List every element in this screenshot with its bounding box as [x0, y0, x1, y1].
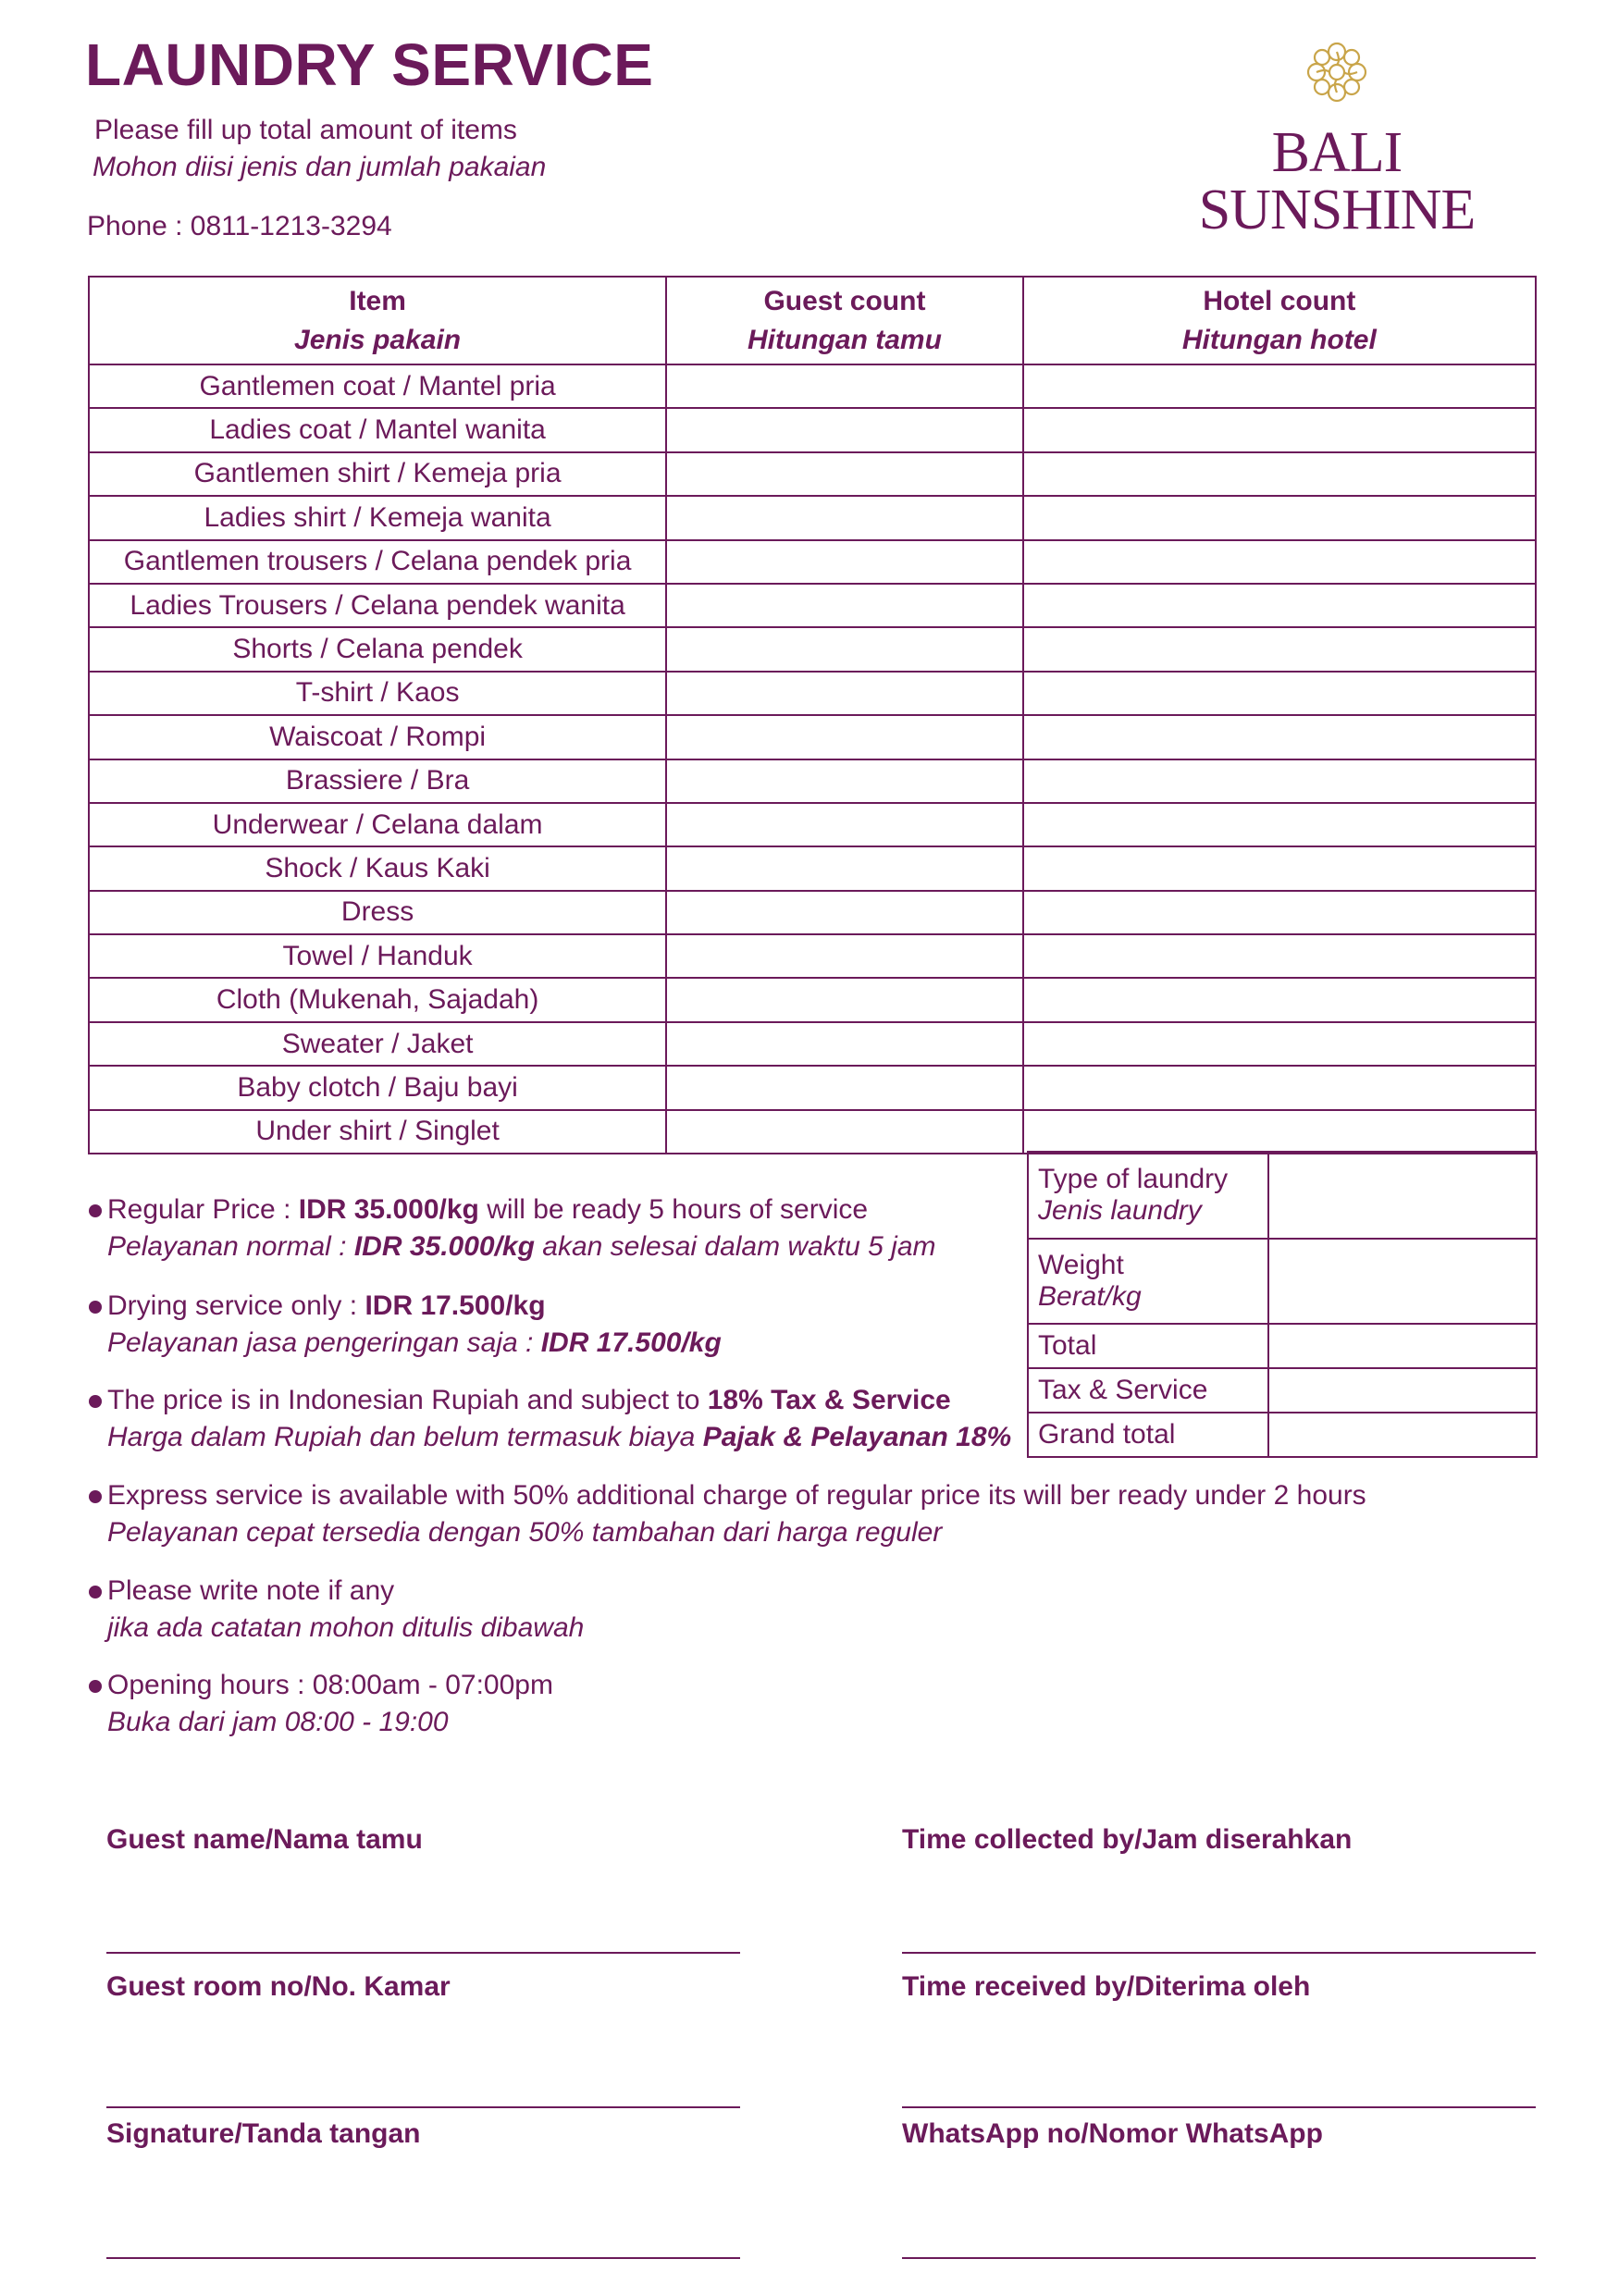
brand-name: BALI SUNSHINE: [1198, 121, 1476, 241]
hotel-count-cell[interactable]: [1023, 715, 1536, 759]
bullet-icon: [89, 1490, 102, 1503]
hotel-count-cell[interactable]: [1023, 364, 1536, 408]
time-collected-label: Time collected by/Jam diserahkan: [902, 1824, 1353, 1855]
item-name-cell: Shorts / Celana pendek: [89, 627, 666, 671]
signature-line[interactable]: [106, 2257, 740, 2259]
note-write-a: Please write note if any: [107, 1575, 395, 1606]
note-regular: [89, 1191, 936, 1265]
table-row: [89, 452, 1536, 496]
note-write: [89, 1573, 584, 1647]
note-drying-e: IDR 17.500/kg: [540, 1327, 722, 1358]
guest-count-cell[interactable]: [666, 540, 1023, 584]
note-drying: [89, 1288, 722, 1362]
guest-count-cell[interactable]: [666, 496, 1023, 539]
note-express-d: Pelayanan cepat tersedia dengan 50% tambahan dari harga reguler: [107, 1517, 943, 1548]
table-row: [89, 584, 1536, 627]
table-row: [89, 408, 1536, 451]
item-name-cell: Underwear / Celana dalam: [89, 803, 666, 846]
bullet-icon: [89, 1204, 102, 1217]
hotel-count-cell[interactable]: [1023, 846, 1536, 890]
item-name-cell: Ladies coat / Mantel wanita: [89, 408, 666, 451]
guest-count-cell[interactable]: [666, 408, 1023, 451]
guest-count-cell[interactable]: [666, 1022, 1023, 1066]
note-tax-a: The price is in Indonesian Rupiah and subject to: [107, 1385, 708, 1415]
hotel-count-cell[interactable]: [1023, 1110, 1536, 1154]
calc-label-type: [1028, 1152, 1268, 1239]
note-regular-a: Regular Price :: [107, 1194, 299, 1225]
item-name-cell: T-shirt / Kaos: [89, 672, 666, 715]
item-name-cell: Baby clotch / Baju bayi: [89, 1066, 666, 1109]
calc-weight-en: Weight: [1038, 1250, 1124, 1280]
whatsapp-label: WhatsApp no/Nomor WhatsApp: [902, 2118, 1323, 2149]
hotel-count-cell[interactable]: [1023, 759, 1536, 803]
calc-label-grand: Grand total: [1028, 1413, 1268, 1457]
note-regular-c: will be ready 5 hours of service: [478, 1194, 869, 1225]
bullet-icon: [89, 1680, 102, 1693]
header-guest-count: [666, 277, 1023, 364]
note-tax-b: 18% Tax & Service: [707, 1385, 951, 1415]
guest-count-cell[interactable]: [666, 934, 1023, 978]
note-hours-d: Buka dari jam 08:00 - 19:00: [107, 1707, 449, 1737]
hotel-count-cell[interactable]: [1023, 803, 1536, 846]
hotel-count-cell[interactable]: [1023, 934, 1536, 978]
header-hotel-id: Hitungan hotel: [1181, 324, 1377, 355]
calc-row-grand: [1028, 1413, 1537, 1457]
item-name-cell: Gantlemen coat / Mantel pria: [89, 364, 666, 408]
table-row: [89, 934, 1536, 978]
header-guest-id: Hitungan tamu: [747, 324, 942, 355]
calc-grand-field[interactable]: [1268, 1413, 1537, 1457]
item-name-cell: Gantlemen shirt / Kemeja pria: [89, 452, 666, 496]
calc-type-id: Jenis laundry: [1038, 1195, 1202, 1226]
calc-row-weight: [1028, 1239, 1537, 1324]
note-regular-d: Pelayanan normal :: [107, 1231, 354, 1262]
header-item-id: Jenis pakain: [294, 324, 462, 355]
table-row: [89, 1110, 1536, 1154]
note-express: [89, 1477, 1366, 1551]
table-row: [89, 846, 1536, 890]
table-row: [89, 1022, 1536, 1066]
table-row: [89, 540, 1536, 584]
note-hours: [89, 1667, 553, 1741]
item-name-cell: Cloth (Mukenah, Sajadah): [89, 978, 666, 1021]
time-received-label: Time received by/Diterima oleh: [902, 1971, 1311, 2002]
table-row: [89, 803, 1536, 846]
subtitle-en: Please fill up total amount of items: [94, 115, 517, 145]
header-item: [89, 277, 666, 364]
header-guest-en: Guest count: [763, 285, 926, 316]
items-body: [89, 364, 1536, 1154]
room-no-line[interactable]: [106, 2106, 740, 2108]
calc-row-type: [1028, 1152, 1537, 1239]
item-name-cell: Ladies Trousers / Celana pendek wanita: [89, 584, 666, 627]
note-tax-d: Harga dalam Rupiah dan belum termasuk biaya: [107, 1422, 703, 1452]
note-regular-b: IDR 35.000/kg: [298, 1194, 479, 1225]
note-drying-d: Pelayanan jasa pengeringan saja :: [107, 1327, 541, 1358]
table-row: [89, 672, 1536, 715]
item-name-cell: Ladies shirt / Kemeja wanita: [89, 496, 666, 539]
guest-name-label: Guest name/Nama tamu: [106, 1824, 423, 1855]
calc-type-en: Type of laundry: [1038, 1164, 1229, 1194]
calc-tax-field[interactable]: [1268, 1368, 1537, 1413]
calc-label-weight: [1028, 1239, 1268, 1324]
hotel-count-cell[interactable]: [1023, 540, 1536, 584]
guest-count-cell[interactable]: [666, 1110, 1023, 1154]
floral-ornament-icon: [1300, 35, 1374, 109]
note-tax: [89, 1382, 1011, 1456]
calc-label-tax: Tax & Service: [1028, 1368, 1268, 1413]
brand-logo: [1131, 35, 1543, 241]
items-table: [88, 276, 1537, 1154]
hotel-count-cell[interactable]: [1023, 452, 1536, 496]
note-regular-f: akan selesai dalam waktu 5 jam: [534, 1231, 936, 1262]
guest-name-line[interactable]: [106, 1952, 740, 1954]
calc-type-field[interactable]: [1268, 1152, 1537, 1239]
table-row: [89, 496, 1536, 539]
hotel-count-cell[interactable]: [1023, 408, 1536, 451]
guest-count-cell[interactable]: [666, 672, 1023, 715]
note-express-a: Express service is available with 50% additional charge of regular price its will ber ready under 2 hours: [107, 1480, 1366, 1511]
header-hotel-en: Hotel count: [1203, 285, 1356, 316]
hotel-count-cell[interactable]: [1023, 627, 1536, 671]
phone-number: Phone : 0811-1213-3294: [87, 211, 392, 241]
calc-row-tax: [1028, 1368, 1537, 1413]
guest-count-cell[interactable]: [666, 364, 1023, 408]
table-row: [89, 759, 1536, 803]
time-received-line[interactable]: [902, 2106, 1536, 2108]
time-collected-line[interactable]: [902, 1952, 1536, 1954]
item-name-cell: Sweater / Jaket: [89, 1022, 666, 1066]
subtitle-id: Mohon diisi jenis dan jumlah pakaian: [93, 152, 547, 182]
guest-count-cell[interactable]: [666, 803, 1023, 846]
note-regular-e: IDR 35.000/kg: [353, 1231, 535, 1262]
calc-label-total: Total: [1028, 1324, 1268, 1368]
guest-count-cell[interactable]: [666, 891, 1023, 934]
table-row: [89, 627, 1536, 671]
hotel-count-cell[interactable]: [1023, 672, 1536, 715]
signature-label: Signature/Tanda tangan: [106, 2118, 421, 2149]
page-title: LAUNDRY SERVICE: [85, 31, 654, 98]
guest-count-cell[interactable]: [666, 759, 1023, 803]
whatsapp-line[interactable]: [902, 2257, 1536, 2259]
guest-count-cell[interactable]: [666, 715, 1023, 759]
calc-row-total: [1028, 1324, 1537, 1368]
calc-total-field[interactable]: [1268, 1324, 1537, 1368]
item-name-cell: Brassiere / Bra: [89, 759, 666, 803]
note-drying-a: Drying service only :: [107, 1290, 365, 1321]
note-write-d: jika ada catatan mohon ditulis dibawah: [107, 1612, 585, 1643]
item-name-cell: Shock / Kaus Kaki: [89, 846, 666, 890]
item-name-cell: Dress: [89, 891, 666, 934]
calc-weight-field[interactable]: [1268, 1239, 1537, 1324]
table-row: [89, 891, 1536, 934]
hotel-count-cell[interactable]: [1023, 584, 1536, 627]
bullet-icon: [89, 1395, 102, 1408]
bullet-icon: [89, 1586, 102, 1599]
hotel-count-cell[interactable]: [1023, 978, 1536, 1021]
guest-count-cell[interactable]: [666, 846, 1023, 890]
hotel-count-cell[interactable]: [1023, 1022, 1536, 1066]
guest-count-cell[interactable]: [666, 1066, 1023, 1109]
room-no-label: Guest room no/No. Kamar: [106, 1971, 451, 2002]
table-header-row: [89, 277, 1536, 364]
guest-count-cell[interactable]: [666, 627, 1023, 671]
guest-count-cell[interactable]: [666, 978, 1023, 1021]
table-row: [89, 364, 1536, 408]
hotel-count-cell[interactable]: [1023, 1066, 1536, 1109]
item-name-cell: Under shirt / Singlet: [89, 1110, 666, 1154]
note-hours-a: Opening hours : 08:00am - 07:00pm: [107, 1670, 553, 1700]
item-name-cell: Waiscoat / Rompi: [89, 715, 666, 759]
hotel-count-cell[interactable]: [1023, 496, 1536, 539]
guest-count-cell[interactable]: [666, 452, 1023, 496]
item-name-cell: Gantlemen trousers / Celana pendek pria: [89, 540, 666, 584]
header-item-en: Item: [349, 285, 406, 316]
header-hotel-count: [1023, 277, 1536, 364]
table-row: [89, 715, 1536, 759]
table-row: [89, 978, 1536, 1021]
table-row: [89, 1066, 1536, 1109]
calc-weight-id: Berat/kg: [1038, 1281, 1142, 1312]
hotel-count-cell[interactable]: [1023, 891, 1536, 934]
note-tax-e: Pajak & Pelayanan 18%: [702, 1422, 1012, 1452]
bullet-icon: [89, 1301, 102, 1314]
note-drying-b: IDR 17.500/kg: [365, 1290, 546, 1321]
item-name-cell: Towel / Handuk: [89, 934, 666, 978]
guest-count-cell[interactable]: [666, 584, 1023, 627]
calc-table: [1027, 1151, 1538, 1458]
